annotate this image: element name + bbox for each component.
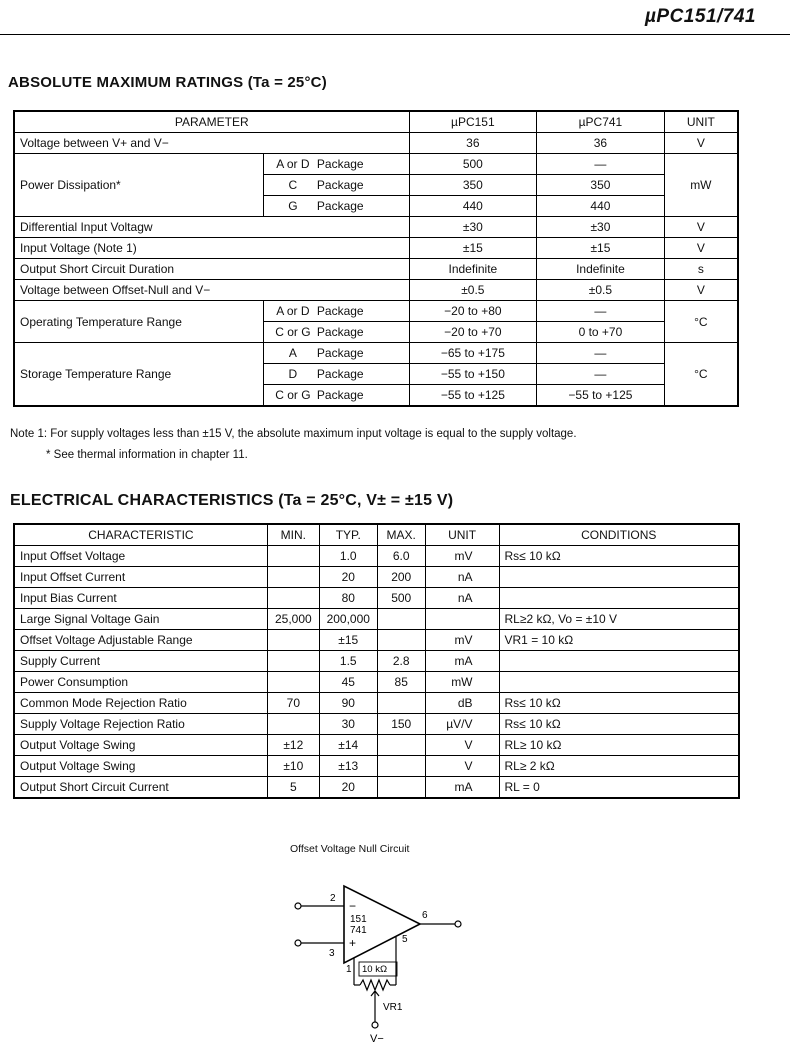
package-cell — [263, 196, 409, 217]
max-cell — [377, 735, 425, 756]
resistor-value-label: 10 kΩ — [362, 964, 388, 975]
header-unit: UNIT — [425, 524, 499, 546]
package-label: Package — [316, 325, 364, 339]
conditions-cell — [499, 672, 739, 693]
unit-cell: V — [664, 133, 738, 154]
unit-cell: µV/V — [425, 714, 499, 735]
table-row — [14, 133, 738, 154]
pin-2-label: 2 — [330, 893, 336, 904]
conditions-cell: RL = 0 — [499, 777, 739, 799]
potentiometer-resistor — [360, 980, 390, 990]
unit-cell: nA — [425, 567, 499, 588]
electrical-characteristics-table — [13, 523, 740, 799]
max-cell: 85 — [377, 672, 425, 693]
table-row — [14, 735, 739, 756]
table-row — [14, 259, 738, 280]
package-type: C or G — [275, 388, 311, 402]
part-number-741: 741 — [350, 925, 367, 936]
characteristic-cell: Common Mode Rejection Ratio — [14, 693, 267, 714]
unit-cell: °C — [664, 343, 738, 407]
header-upc151: µPC151 — [409, 111, 537, 133]
unit-cell: mW — [425, 672, 499, 693]
pin-6-label: 6 — [422, 910, 428, 921]
max-cell: 2.8 — [377, 651, 425, 672]
conditions-cell — [499, 651, 739, 672]
characteristic-cell: Supply Voltage Rejection Ratio — [14, 714, 267, 735]
value-cell: 350 — [537, 175, 665, 196]
value-cell: — — [537, 301, 665, 322]
param-cell: Differential Input Voltagw — [14, 217, 409, 238]
value-cell: ±0.5 — [409, 280, 537, 301]
typ-cell: 20 — [319, 777, 377, 799]
package-label: Package — [316, 199, 364, 213]
package-type: D — [288, 367, 298, 381]
min-cell — [267, 588, 319, 609]
min-cell — [267, 567, 319, 588]
note-thermal: * See thermal information in chapter 11. — [46, 449, 248, 461]
package-type: G — [288, 199, 298, 213]
min-cell — [267, 672, 319, 693]
max-cell — [377, 756, 425, 777]
conditions-cell — [499, 588, 739, 609]
conditions-cell: RL≥2 kΩ, Vo = ±10 V — [499, 609, 739, 630]
unit-cell: mA — [425, 651, 499, 672]
characteristic-cell: Input Bias Current — [14, 588, 267, 609]
package-type: C or G — [275, 325, 311, 339]
value-cell: 440 — [409, 196, 537, 217]
package-cell — [263, 175, 409, 196]
table-header-row — [14, 111, 738, 133]
min-cell: 5 — [267, 777, 319, 799]
package-cell — [263, 154, 409, 175]
table-row — [14, 714, 739, 735]
conditions-cell: Rs≤ 10 kΩ — [499, 714, 739, 735]
package-label: Package — [316, 178, 364, 192]
typ-cell: 20 — [319, 567, 377, 588]
unit-cell: V — [425, 735, 499, 756]
min-cell: ±12 — [267, 735, 319, 756]
package-type: A — [288, 346, 297, 360]
table-row — [14, 693, 739, 714]
min-cell — [267, 630, 319, 651]
table-row — [14, 301, 738, 322]
absolute-max-ratings-title: ABSOLUTE MAXIMUM RATINGS (Ta = 25°C) — [8, 74, 327, 91]
unit-cell: V — [664, 280, 738, 301]
unit-cell: s — [664, 259, 738, 280]
characteristic-cell: Input Offset Current — [14, 567, 267, 588]
param-cell: Power Dissipation* — [14, 154, 263, 217]
package-label: Package — [316, 388, 364, 402]
header-unit: UNIT — [664, 111, 738, 133]
table-row — [14, 238, 738, 259]
min-cell: ±10 — [267, 756, 319, 777]
package-type: C — [288, 178, 298, 192]
table-row — [14, 546, 739, 567]
unit-cell: V — [664, 238, 738, 259]
input-terminal-2 — [295, 903, 301, 909]
value-cell: 36 — [537, 133, 665, 154]
table-row — [14, 756, 739, 777]
table-row — [14, 672, 739, 693]
page-header-title: µPC151/741 — [644, 6, 756, 27]
electrical-characteristics-title: ELECTRICAL CHARACTERISTICS (Ta = 25°C, V± = ±15 V) — [10, 492, 454, 509]
package-cell — [263, 364, 409, 385]
inverting-input-sign: − — [349, 899, 357, 913]
table-row — [14, 588, 739, 609]
noninverting-input-sign: + — [349, 936, 357, 950]
package-cell — [263, 343, 409, 364]
max-cell: 6.0 — [377, 546, 425, 567]
value-cell: 500 — [409, 154, 537, 175]
vr1-label: VR1 — [383, 1002, 403, 1013]
typ-cell: 200,000 — [319, 609, 377, 630]
value-cell: ±15 — [409, 238, 537, 259]
characteristic-cell: Offset Voltage Adjustable Range — [14, 630, 267, 651]
pin-3-label: 3 — [329, 948, 335, 959]
characteristic-cell: Output Short Circuit Current — [14, 777, 267, 799]
header-conditions: CONDITIONS — [499, 524, 739, 546]
pin-1-label: 1 — [346, 964, 352, 975]
table-row — [14, 609, 739, 630]
unit-cell: V — [664, 217, 738, 238]
package-label: Package — [316, 304, 364, 318]
characteristic-cell: Power Consumption — [14, 672, 267, 693]
value-cell: Indefinite — [537, 259, 665, 280]
param-cell: Input Voltage (Note 1) — [14, 238, 409, 259]
param-cell: Voltage between V+ and V− — [14, 133, 409, 154]
max-cell — [377, 609, 425, 630]
package-label: Package — [316, 157, 364, 171]
value-cell: −55 to +125 — [537, 385, 665, 407]
typ-cell: ±15 — [319, 630, 377, 651]
param-cell: Voltage between Offset-Null and V− — [14, 280, 409, 301]
absolute-max-ratings-table — [13, 110, 739, 407]
typ-cell: 30 — [319, 714, 377, 735]
characteristic-cell: Supply Current — [14, 651, 267, 672]
value-cell: −20 to +80 — [409, 301, 537, 322]
note-1: Note 1: For supply voltages less than ±15 V, the absolute maximum input voltage is equal to the supply voltage. — [10, 428, 577, 440]
param-cell: Output Short Circuit Duration — [14, 259, 409, 280]
min-cell: 25,000 — [267, 609, 319, 630]
conditions-cell — [499, 567, 739, 588]
header-upc741: µPC741 — [537, 111, 665, 133]
conditions-cell: Rs≤ 10 kΩ — [499, 693, 739, 714]
conditions-cell: VR1 = 10 kΩ — [499, 630, 739, 651]
min-cell: 70 — [267, 693, 319, 714]
value-cell: ±30 — [409, 217, 537, 238]
header-parameter: PARAMETER — [14, 111, 409, 133]
table-row — [14, 217, 738, 238]
table-row — [14, 630, 739, 651]
param-cell: Operating Temperature Range — [14, 301, 263, 343]
table-row — [14, 343, 738, 364]
max-cell: 500 — [377, 588, 425, 609]
unit-cell: mW — [664, 154, 738, 217]
vneg-label: V− — [370, 1033, 384, 1045]
value-cell: 350 — [409, 175, 537, 196]
header-characteristic: CHARACTERISTIC — [14, 524, 267, 546]
typ-cell: 90 — [319, 693, 377, 714]
value-cell: — — [537, 343, 665, 364]
typ-cell: ±14 — [319, 735, 377, 756]
table-row — [14, 777, 739, 799]
unit-cell: dB — [425, 693, 499, 714]
header-max: MAX. — [377, 524, 425, 546]
conditions-cell: RL≥ 2 kΩ — [499, 756, 739, 777]
typ-cell: 45 — [319, 672, 377, 693]
value-cell: — — [537, 154, 665, 175]
conditions-cell: Rs≤ 10 kΩ — [499, 546, 739, 567]
value-cell: 440 — [537, 196, 665, 217]
unit-cell: V — [425, 756, 499, 777]
value-cell: ±15 — [537, 238, 665, 259]
package-label: Package — [316, 367, 364, 381]
max-cell — [377, 777, 425, 799]
unit-cell: mA — [425, 777, 499, 799]
value-cell: −55 to +125 — [409, 385, 537, 407]
unit-cell — [425, 609, 499, 630]
table-row — [14, 567, 739, 588]
max-cell: 200 — [377, 567, 425, 588]
part-number-151: 151 — [350, 914, 367, 925]
vneg-terminal — [372, 1022, 378, 1028]
circuit-title: Offset Voltage Null Circuit — [290, 843, 410, 855]
unit-cell: mV — [425, 546, 499, 567]
typ-cell: 1.5 — [319, 651, 377, 672]
package-label: Package — [316, 346, 364, 360]
min-cell — [267, 651, 319, 672]
value-cell: Indefinite — [409, 259, 537, 280]
unit-cell: nA — [425, 588, 499, 609]
output-terminal — [455, 921, 461, 927]
value-cell: ±30 — [537, 217, 665, 238]
table-header-row — [14, 524, 739, 546]
value-cell: −55 to +150 — [409, 364, 537, 385]
min-cell — [267, 714, 319, 735]
input-terminal-3 — [295, 940, 301, 946]
unit-cell: mV — [425, 630, 499, 651]
offset-null-circuit-diagram — [280, 860, 490, 1045]
header-min: MIN. — [267, 524, 319, 546]
package-cell — [263, 301, 409, 322]
package-type: A or D — [276, 304, 310, 318]
min-cell — [267, 546, 319, 567]
value-cell: −65 to +175 — [409, 343, 537, 364]
conditions-cell: RL≥ 10 kΩ — [499, 735, 739, 756]
package-type: A or D — [276, 157, 310, 171]
value-cell: ±0.5 — [537, 280, 665, 301]
value-cell: — — [537, 364, 665, 385]
max-cell — [377, 630, 425, 651]
characteristic-cell: Large Signal Voltage Gain — [14, 609, 267, 630]
table-row — [14, 154, 738, 175]
value-cell: −20 to +70 — [409, 322, 537, 343]
table-row — [14, 280, 738, 301]
header-typ: TYP. — [319, 524, 377, 546]
pin-5-label: 5 — [402, 934, 408, 945]
characteristic-cell: Output Voltage Swing — [14, 735, 267, 756]
value-cell: 0 to +70 — [537, 322, 665, 343]
electrical-characteristics-body — [14, 546, 739, 799]
package-cell — [263, 322, 409, 343]
value-cell: 36 — [409, 133, 537, 154]
max-cell — [377, 693, 425, 714]
typ-cell: 1.0 — [319, 546, 377, 567]
unit-cell: °C — [664, 301, 738, 343]
table-row — [14, 651, 739, 672]
header-rule — [0, 34, 790, 35]
typ-cell: ±13 — [319, 756, 377, 777]
characteristic-cell: Output Voltage Swing — [14, 756, 267, 777]
typ-cell: 80 — [319, 588, 377, 609]
characteristic-cell: Input Offset Voltage — [14, 546, 267, 567]
max-cell: 150 — [377, 714, 425, 735]
param-cell: Storage Temperature Range — [14, 343, 263, 407]
package-cell — [263, 385, 409, 407]
